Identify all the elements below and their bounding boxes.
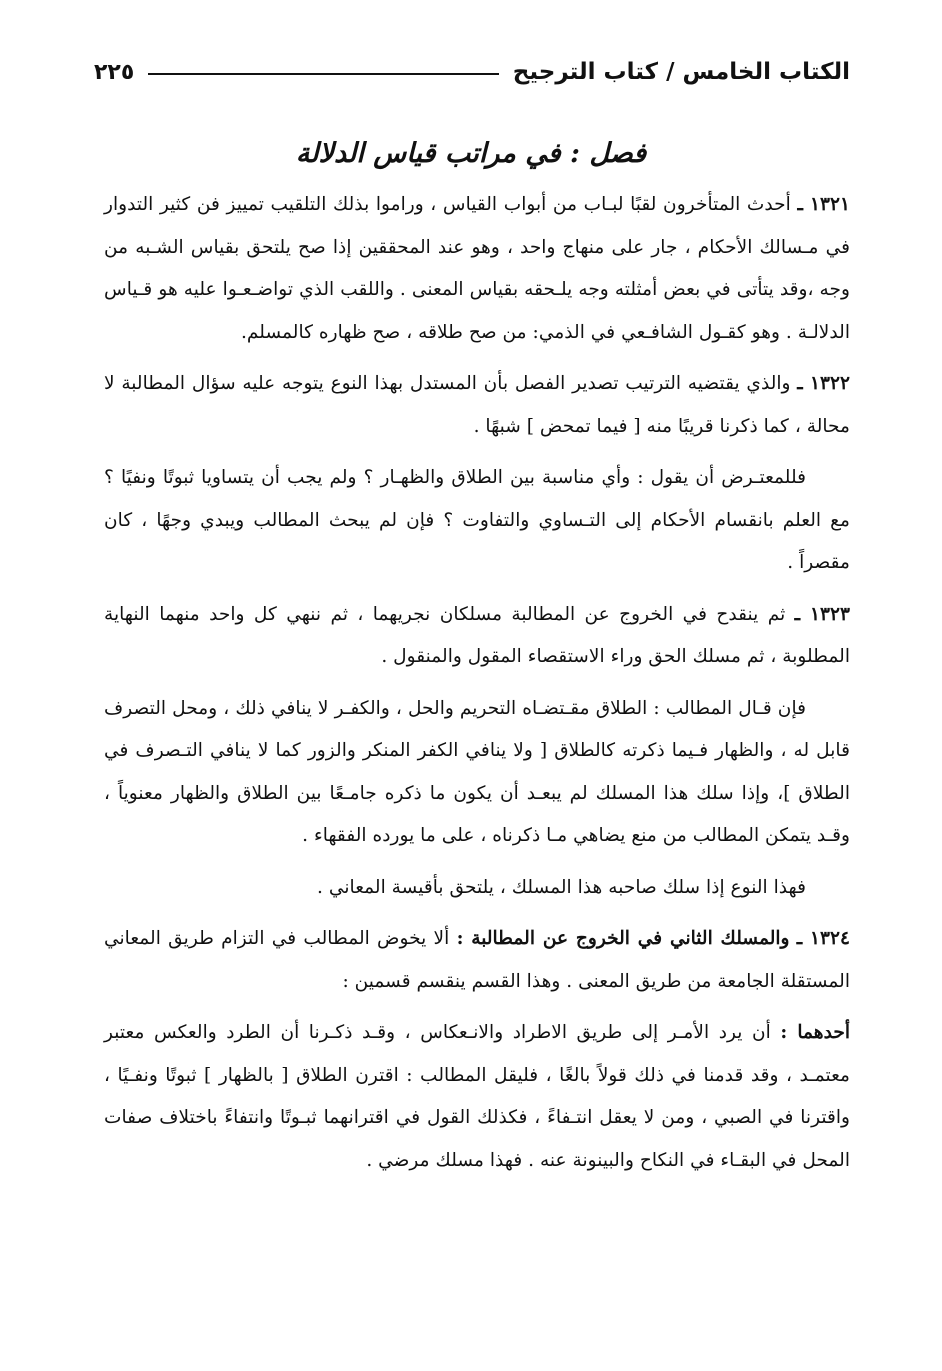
paragraph-text: فللمعتـرض أن يقول : وأي مناسبة بين الطلاق والظهـار ؟ ولم يجب أن يتساويا ثبوتًا ونفيًا ؟ مع العلم بانقسام الأحكام إلى التـساوي والتفاوت ؟ فإن لم يبحث المطالب ويبدي وجهًا ، كان مقصراً . — [104, 467, 850, 573]
paragraph-1323 — [104, 594, 850, 679]
paragraph-first-path — [104, 688, 850, 858]
paragraph-lead: والمسلك الثاني في الخروج عن المطالبة : — [456, 928, 790, 949]
paragraph-1321 — [104, 184, 850, 354]
section-title: فصل : في مراتب قياس الدلالة — [295, 138, 647, 169]
paragraph-text: فإن قـال المطالب : الطلاق مقـتضـاه التحريم والحل ، والكفـر لا ينافي ذلك ، ومحل التصرف قابل له ، والظهار فـيما ذكرته كالطلاق [ ولا ينافي الكفر المنكر والزور كما لا ينافي التـصرف في الطلاق ]، وإذا سلك هذا المسلك لم يبعـد أن يكون ما ذكره جامـعًا بين الطلاق والظهار معنوياً ، وقـد يتمكن المطالب من منع يضاهي مـا ذكرناه ، على ما يورده الفقهاء . — [104, 697, 850, 846]
paragraph-text: والذي يقتضيه الترتيب تصدير الفصل بأن المستدل بهذا النوع يتوجه عليه سؤال المطالبة لا محالة ، كما ذكرنا قريبًا منه [ فيما تمحض ] شبهًا . — [104, 373, 850, 437]
body-text — [104, 184, 850, 1191]
paragraph-number: ١٣٢١ ـ — [797, 194, 850, 215]
paragraph-text: أحدث المتأخرون لقبًا لبـاب من أبواب القياس ، وراموا بذلك التلقيب تمييز فن كثير التدوار في مـسالك الأحكام ، جار على منهاج واحد ، وهو عند المحققين إذا صح يلتحق بقياس الشـبه من وجه ،وقد يتأتى في بعض أمثلته وجه يلـحقه بقياس المعنى . واللقب الذي تواضـعـوا عليه هو قـياس الدلالـة . وهو كقـول الشافـعي في الذمي: من صح طلاقه ، صح ظهاره كالمسلم. — [104, 194, 850, 343]
paragraph-1324 — [104, 918, 850, 1003]
paragraph-text: فهذا النوع إذا سلك صاحبه هذا المسلك ، يلتحق بأقيسة المعاني . — [317, 876, 806, 898]
paragraph-objection — [104, 457, 850, 585]
paragraph-text: ثم ينقدح في الخروج عن المطالبة مسلكان نجريهما ، ثم ننهي كل واحد منهما النهاية المطلوبة ، ثم مسلك الحق وراء الاستقصاء المقول والمنقول . — [104, 603, 850, 667]
page-number: ٢٢٥ — [94, 59, 135, 85]
running-header — [94, 52, 850, 92]
paragraph-number: ١٣٢٢ ـ — [797, 373, 850, 394]
paragraph-text: أن يرد الأمـر إلى طريق الاطراد والانـعكاس ، وقـد ذكـرنا أن الطرد والعكس معتبر معتمـد ، وقد قدمنا في ذلك قولاً بالغًا ، فليقل المطالب : اقترن الطلاق [ بالظهار ] ثبوتًا ونفـيًا ، واقترنا في الصبي ، ومن لا يعقل انتـفاءً ، فكذلك القول في اقترانهما ثبـوتًا وانتفاءً باختلاف صفات المحل في البقـاء في النكاح والبينونة عنه . فهذا مسلك مرضي . — [104, 1022, 850, 1171]
book-title: الكتاب الخامس / كتاب الترجيح — [512, 59, 850, 85]
paragraph-number: ١٣٢٣ ـ — [794, 603, 850, 625]
paragraph-text: ألا يخوض المطالب في التزام طريق المعاني المستقلة الجامعة من طريق المعنى . وهذا القسم ينقسم قسمين : — [104, 928, 850, 992]
paragraph-number: ١٣٢٤ ـ — [796, 928, 850, 949]
paragraph-1322 — [104, 363, 850, 448]
paragraph-lead: أحدهما : — [780, 1022, 850, 1043]
paragraph-conclusion — [104, 867, 850, 910]
paragraph-first-type — [104, 1012, 850, 1182]
header-rule — [148, 73, 498, 75]
